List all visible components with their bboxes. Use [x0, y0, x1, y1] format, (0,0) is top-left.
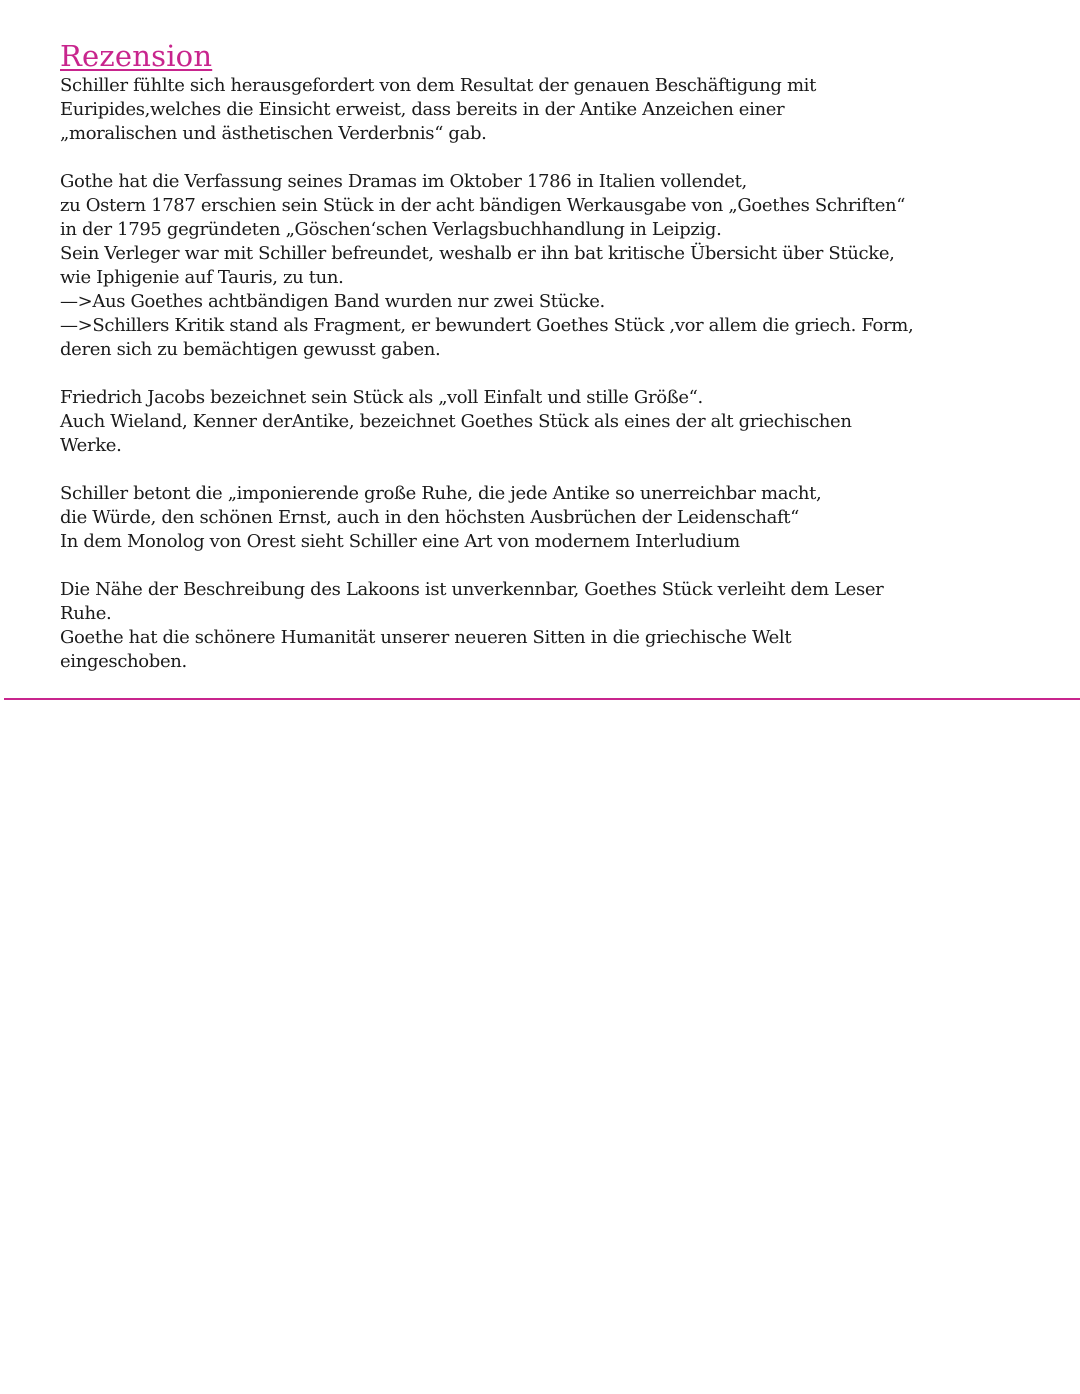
section-divider — [4, 698, 1080, 700]
paragraph-2 — [60, 170, 1050, 362]
text-line: die Würde, den schönen Ernst, auch in den höchsten Ausbrüchen der Leidenschaft“ — [60, 507, 800, 528]
text-line: eingeschoben. — [60, 651, 187, 672]
text-line: in der 1795 gegründeten „Göschen‘schen Verlagsbuchhandlung in Leipzig. — [60, 219, 722, 240]
paragraph-1 — [60, 74, 1050, 146]
text-line: In dem Monolog von Orest sieht Schiller eine Art von modernem Interludium — [60, 531, 740, 552]
text-line: Ruhe. — [60, 603, 112, 624]
text-line: Werke. — [60, 435, 122, 456]
text-line: Sein Verleger war mit Schiller befreundet, weshalb er ihn bat kritische Übersicht über Stücke, — [60, 243, 895, 264]
text-line: —>Aus Goethes achtbändigen Band wurden nur zwei Stücke. — [60, 291, 605, 312]
text-line: Euripides,welches die Einsicht erweist, dass bereits in der Antike Anzeichen einer — [60, 99, 785, 120]
text-line: Auch Wieland, Kenner derAntike, bezeichnet Goethes Stück als eines der alt griechischen — [60, 411, 852, 432]
text-line: „moralischen und ästhetischen Verderbnis“ gab. — [60, 123, 487, 144]
paragraph-3 — [60, 386, 1050, 458]
text-line: zu Ostern 1787 erschien sein Stück in der acht bändigen Werkausgabe von „Goethes Schriften“ — [60, 195, 906, 216]
text-line: deren sich zu bemächtigen gewusst gaben. — [60, 339, 441, 360]
text-line: wie Iphigenie auf Tauris, zu tun. — [60, 267, 344, 288]
text-line: Die Nähe der Beschreibung des Lakoons ist unverkennbar, Goethes Stück verleiht dem Leser — [60, 579, 884, 600]
text-line: Schiller betont die „imponierende große Ruhe, die jede Antike so unerreichbar macht, — [60, 483, 822, 504]
text-line: Gothe hat die Verfassung seines Dramas im Oktober 1786 in Italien vollendet, — [60, 171, 747, 192]
paragraph-5 — [60, 578, 1050, 674]
paragraph-4 — [60, 482, 1050, 554]
text-line: Schiller fühlte sich herausgefordert von dem Resultat der genauen Beschäftigung mit — [60, 75, 816, 96]
document-body — [60, 38, 1050, 698]
text-line: Goethe hat die schönere Humanität unserer neueren Sitten in die griechische Welt — [60, 627, 792, 648]
page-title: Rezension — [60, 39, 213, 73]
text-line: —>Schillers Kritik stand als Fragment, er bewundert Goethes Stück ,vor allem die griech. Form, — [60, 315, 914, 336]
text-line: Friedrich Jacobs bezeichnet sein Stück als „voll Einfalt und stille Größe“. — [60, 387, 703, 408]
